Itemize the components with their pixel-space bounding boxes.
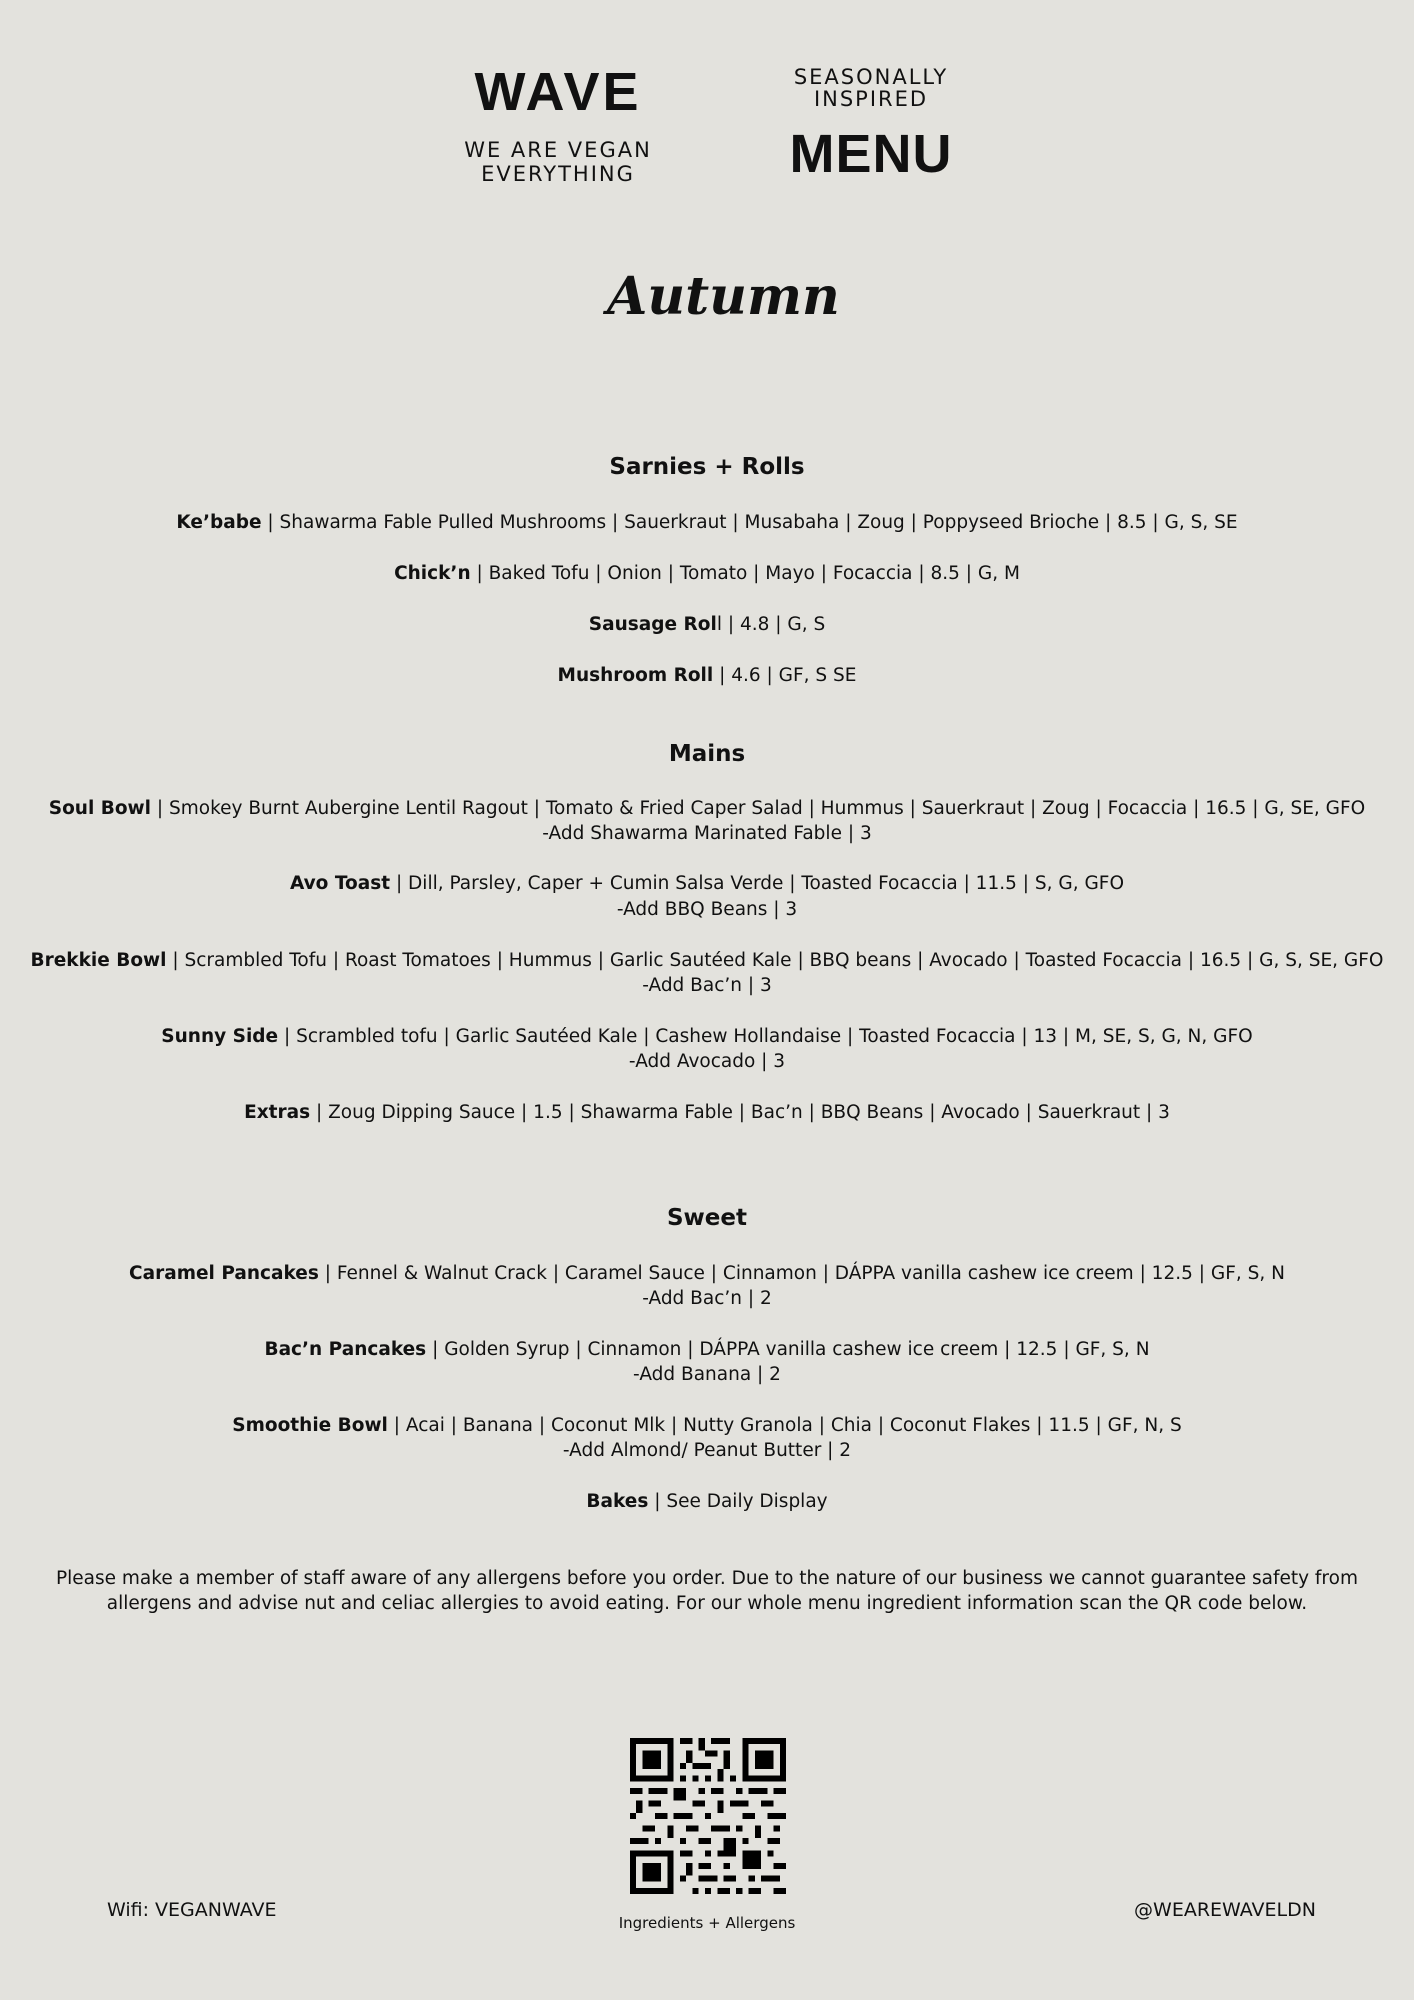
menu-item-details: | Baked Tofu | Onion | Tomato | Mayo | Focaccia | 8.5 | G, M <box>470 563 1020 584</box>
menu-item-sausage-roll <box>30 612 1384 637</box>
brand-tagline <box>443 138 673 186</box>
menu-item-details: | See Daily Display <box>648 1491 828 1512</box>
seasonal-line1: SEASONALLY <box>793 65 949 89</box>
qr-code[interactable] <box>630 1738 786 1894</box>
seasonal-subtitle <box>760 66 982 110</box>
menu-item-addon: -Add Bac’n | 3 <box>642 975 772 996</box>
menu-item-details: | Smokey Burnt Aubergine Lentil Ragout | Tomato & Fried Caper Salad | Hummus | Sauerkraut | Zoug | Focaccia | 16.5 | G, SE, GFO <box>151 798 1366 819</box>
menu-item-addon: -Add Shawarma Marinated Fable | 3 <box>542 823 872 844</box>
menu-title: MENU <box>789 124 953 184</box>
menu-item-name: Caramel Pancakes <box>129 1263 319 1284</box>
menu-item-chickn <box>30 561 1384 586</box>
section-heading-sarnies: Sarnies + Rolls <box>609 454 805 480</box>
menu-item-name: Chick’n <box>394 563 471 584</box>
brand-tagline-line2: EVERYTHING <box>481 162 635 186</box>
brand-logo: WAVE <box>474 62 642 122</box>
menu-item-details: l | 4.8 | G, S <box>716 614 826 635</box>
section-heading-mains: Mains <box>668 741 746 767</box>
menu-item-details: | Shawarma Fable Pulled Mushrooms | Sauerkraut | Musabaha | Zoug | Poppyseed Brioche | 8.5 | G, S, SE <box>261 512 1238 533</box>
wifi-info: Wifi: VEGANWAVE <box>107 1899 277 1921</box>
menu-item-extras <box>30 1100 1384 1125</box>
menu-item-name: Mushroom Roll <box>557 665 714 686</box>
menu-item-name: Avo Toast <box>289 873 391 894</box>
menu-item-name: Extras <box>244 1102 311 1123</box>
menu-item-bacn-pancakes <box>30 1337 1384 1362</box>
disclaimer-line1: Please make a member of staff aware of any allergens before you order. Due to the nature of our business we cannot guarantee safety from <box>56 1568 1358 1589</box>
menu-item-addon: -Add Banana | 2 <box>633 1364 781 1385</box>
qr-caption: Ingredients + Allergens <box>618 1914 796 1932</box>
menu-item-details: | Acai | Banana | Coconut Mlk | Nutty Granola | Chia | Coconut Flakes | 11.5 | GF, N, S <box>387 1415 1182 1436</box>
menu-item-avo-toast <box>30 871 1384 896</box>
menu-item-name: Sausage Rol <box>588 614 717 635</box>
menu-item-details: | Scrambled tofu | Garlic Sautéed Kale | Cashew Hollandaise | Toasted Focaccia | 13 | M, SE, S, G, N, GFO <box>278 1026 1253 1047</box>
social-handle: @WEAREWAVELDN <box>1134 1899 1316 1921</box>
menu-item-addon: -Add Almond/ Peanut Butter | 2 <box>562 1440 852 1461</box>
menu-item-bakes <box>30 1489 1384 1514</box>
section-heading-sweet: Sweet <box>666 1205 747 1231</box>
menu-item-details: | 4.6 | GF, S SE <box>713 665 857 686</box>
menu-item-addon: -Add Bac’n | 2 <box>642 1288 772 1309</box>
allergen-disclaimer <box>50 1566 1364 1616</box>
season-title: Autumn <box>607 266 840 327</box>
menu-item-name: Sunny Side <box>161 1026 279 1047</box>
menu-item-name: Brekkie Bowl <box>30 950 167 971</box>
menu-item-smoothie-bowl <box>30 1413 1384 1438</box>
menu-item-name: Ke’babe <box>176 512 262 533</box>
menu-item-addon: -Add Avocado | 3 <box>628 1051 786 1072</box>
menu-item-name: Smoothie Bowl <box>232 1415 388 1436</box>
disclaimer-line2: allergens and advise nut and celiac allergies to avoid eating. For our whole menu ingredient information scan the QR code below. <box>106 1593 1308 1614</box>
menu-item-details: | Dill, Parsley, Caper + Cumin Salsa Verde | Toasted Focaccia | 11.5 | S, G, GFO <box>390 873 1125 894</box>
menu-item-name: Soul Bowl <box>48 798 151 819</box>
menu-item-details: | Zoug Dipping Sauce | 1.5 | Shawarma Fable | Bac’n | BBQ Beans | Avocado | Sauerkraut | 3 <box>310 1102 1170 1123</box>
menu-item-soul-bowl <box>30 796 1384 821</box>
menu-item-name: Bakes <box>586 1491 649 1512</box>
menu-item-addon: -Add BBQ Beans | 3 <box>616 899 798 920</box>
brand-tagline-line1: WE ARE VEGAN <box>464 138 652 162</box>
menu-item-caramel-pancakes <box>30 1261 1384 1286</box>
menu-item-kebabe <box>30 510 1384 535</box>
menu-item-brekkie-bowl <box>30 948 1384 973</box>
menu-item-mushroom-roll <box>30 663 1384 688</box>
menu-item-name: Bac’n Pancakes <box>264 1339 427 1360</box>
menu-item-details: | Scrambled Tofu | Roast Tomatoes | Hummus | Garlic Sautéed Kale | BBQ beans | Avocado | Toasted Focaccia | 16.5 | G, S, SE, GFO <box>166 950 1384 971</box>
menu-item-details: | Fennel & Walnut Crack | Caramel Sauce | Cinnamon | DÁPPA vanilla cashew ice creem | 12.5 | GF, S, N <box>318 1263 1285 1284</box>
seasonal-line2: INSPIRED <box>813 87 929 111</box>
menu-item-details: | Golden Syrup | Cinnamon | DÁPPA vanilla cashew ice creem | 12.5 | GF, S, N <box>426 1339 1150 1360</box>
menu-item-sunny-side <box>30 1024 1384 1049</box>
